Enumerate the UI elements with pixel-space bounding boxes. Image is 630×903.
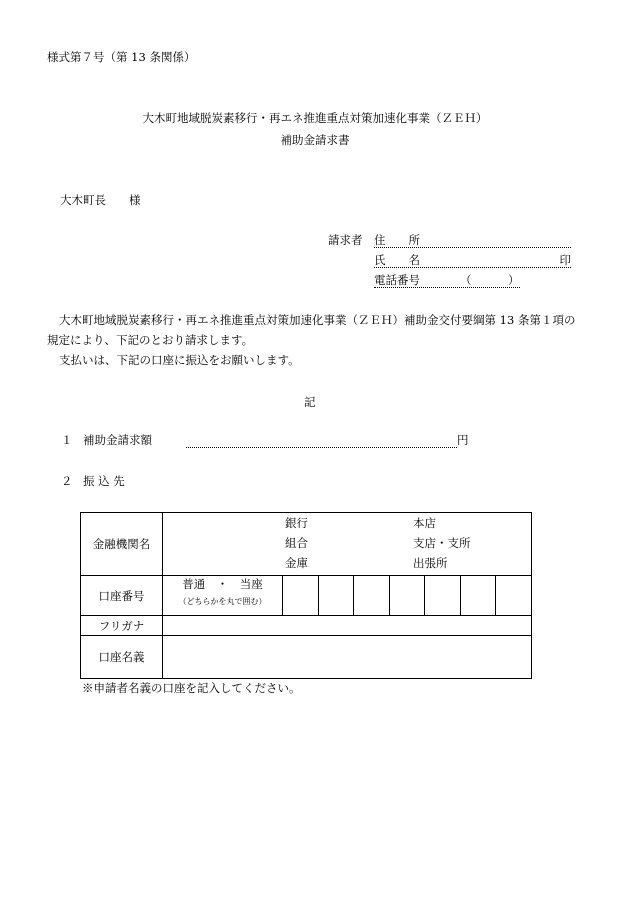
body-line-1: 大木町地域脱炭素移行・再エネ推進重点対策加速化事業（ＺＥＨ）補助金交付要綱第 13 条第１項の [59, 313, 576, 327]
furigana-label: フリガナ [81, 616, 163, 636]
bank-type-kumiai: 組合 [285, 536, 308, 550]
item-2-label: 振 込 先 [83, 474, 125, 488]
phone-field [374, 273, 520, 288]
bank-type-ginko: 銀行 [285, 516, 308, 530]
branch-type-options [413, 513, 471, 573]
account-digit-cell [319, 576, 354, 616]
branch-type-honten: 本店 [413, 516, 436, 530]
account-digit-cell [283, 576, 319, 616]
title-line-2: 補助金請求書 [280, 133, 350, 147]
account-type-options: 普通 ・ 当座 [182, 577, 263, 591]
branch-type-shucchojo: 出張所 [413, 556, 448, 570]
account-digit-cell [425, 576, 461, 616]
branch-type-shiten: 支店・支所 [413, 536, 471, 550]
addressee: 大木町長 様 [60, 193, 141, 207]
account-digit-cell [354, 576, 390, 616]
bank-name-label: 金融機関名 [81, 513, 163, 576]
claimant-label: 請求者 [328, 233, 363, 247]
bank-account-table [80, 512, 532, 679]
bank-name-cell [163, 513, 532, 576]
phone-label: 電話番号 [374, 273, 420, 287]
account-digit-cell [461, 576, 496, 616]
account-holder-cell [163, 636, 532, 679]
item-2-number: ２ [61, 474, 73, 488]
phone-paren-open: （ [460, 273, 472, 287]
seal-mark: 印 [559, 253, 571, 267]
account-holder-label: 口座名義 [81, 636, 163, 679]
furigana-cell [163, 616, 532, 636]
item-1-number: １ [61, 433, 73, 447]
item-1-label: 補助金請求額 [83, 433, 152, 447]
title-line-1: 大木町地域脱炭素移行・再エネ推進重点対策加速化事業（ＺＥＨ） [142, 111, 488, 125]
address-label: 住 所 [374, 233, 420, 247]
bank-type-kinko: 金庫 [285, 556, 308, 570]
body-line-3: 支払いは、下記の口座に振込をお願いします。 [59, 353, 300, 367]
account-digit-cell [496, 576, 532, 616]
account-type-note: （どちらかを丸で囲む） [178, 597, 267, 606]
name-label: 氏 名 [374, 253, 420, 267]
name-field [374, 253, 571, 268]
address-field [374, 233, 571, 248]
account-number-label: 口座番号 [81, 576, 163, 616]
bank-type-options [285, 513, 308, 573]
claim-amount-field [186, 433, 457, 448]
form-number: 様式第７号（第 13 条関係） [47, 50, 196, 64]
phone-paren-close: ） [508, 273, 520, 287]
account-note: ※申請者名義の口座を記入してください。 [82, 681, 301, 695]
ki-heading: 記 [304, 395, 316, 409]
account-digit-cell [390, 576, 425, 616]
body-line-2: 規定により、下記のとおり請求します。 [47, 333, 254, 347]
yen-unit: 円 [457, 433, 469, 447]
account-type-cell [163, 576, 283, 616]
